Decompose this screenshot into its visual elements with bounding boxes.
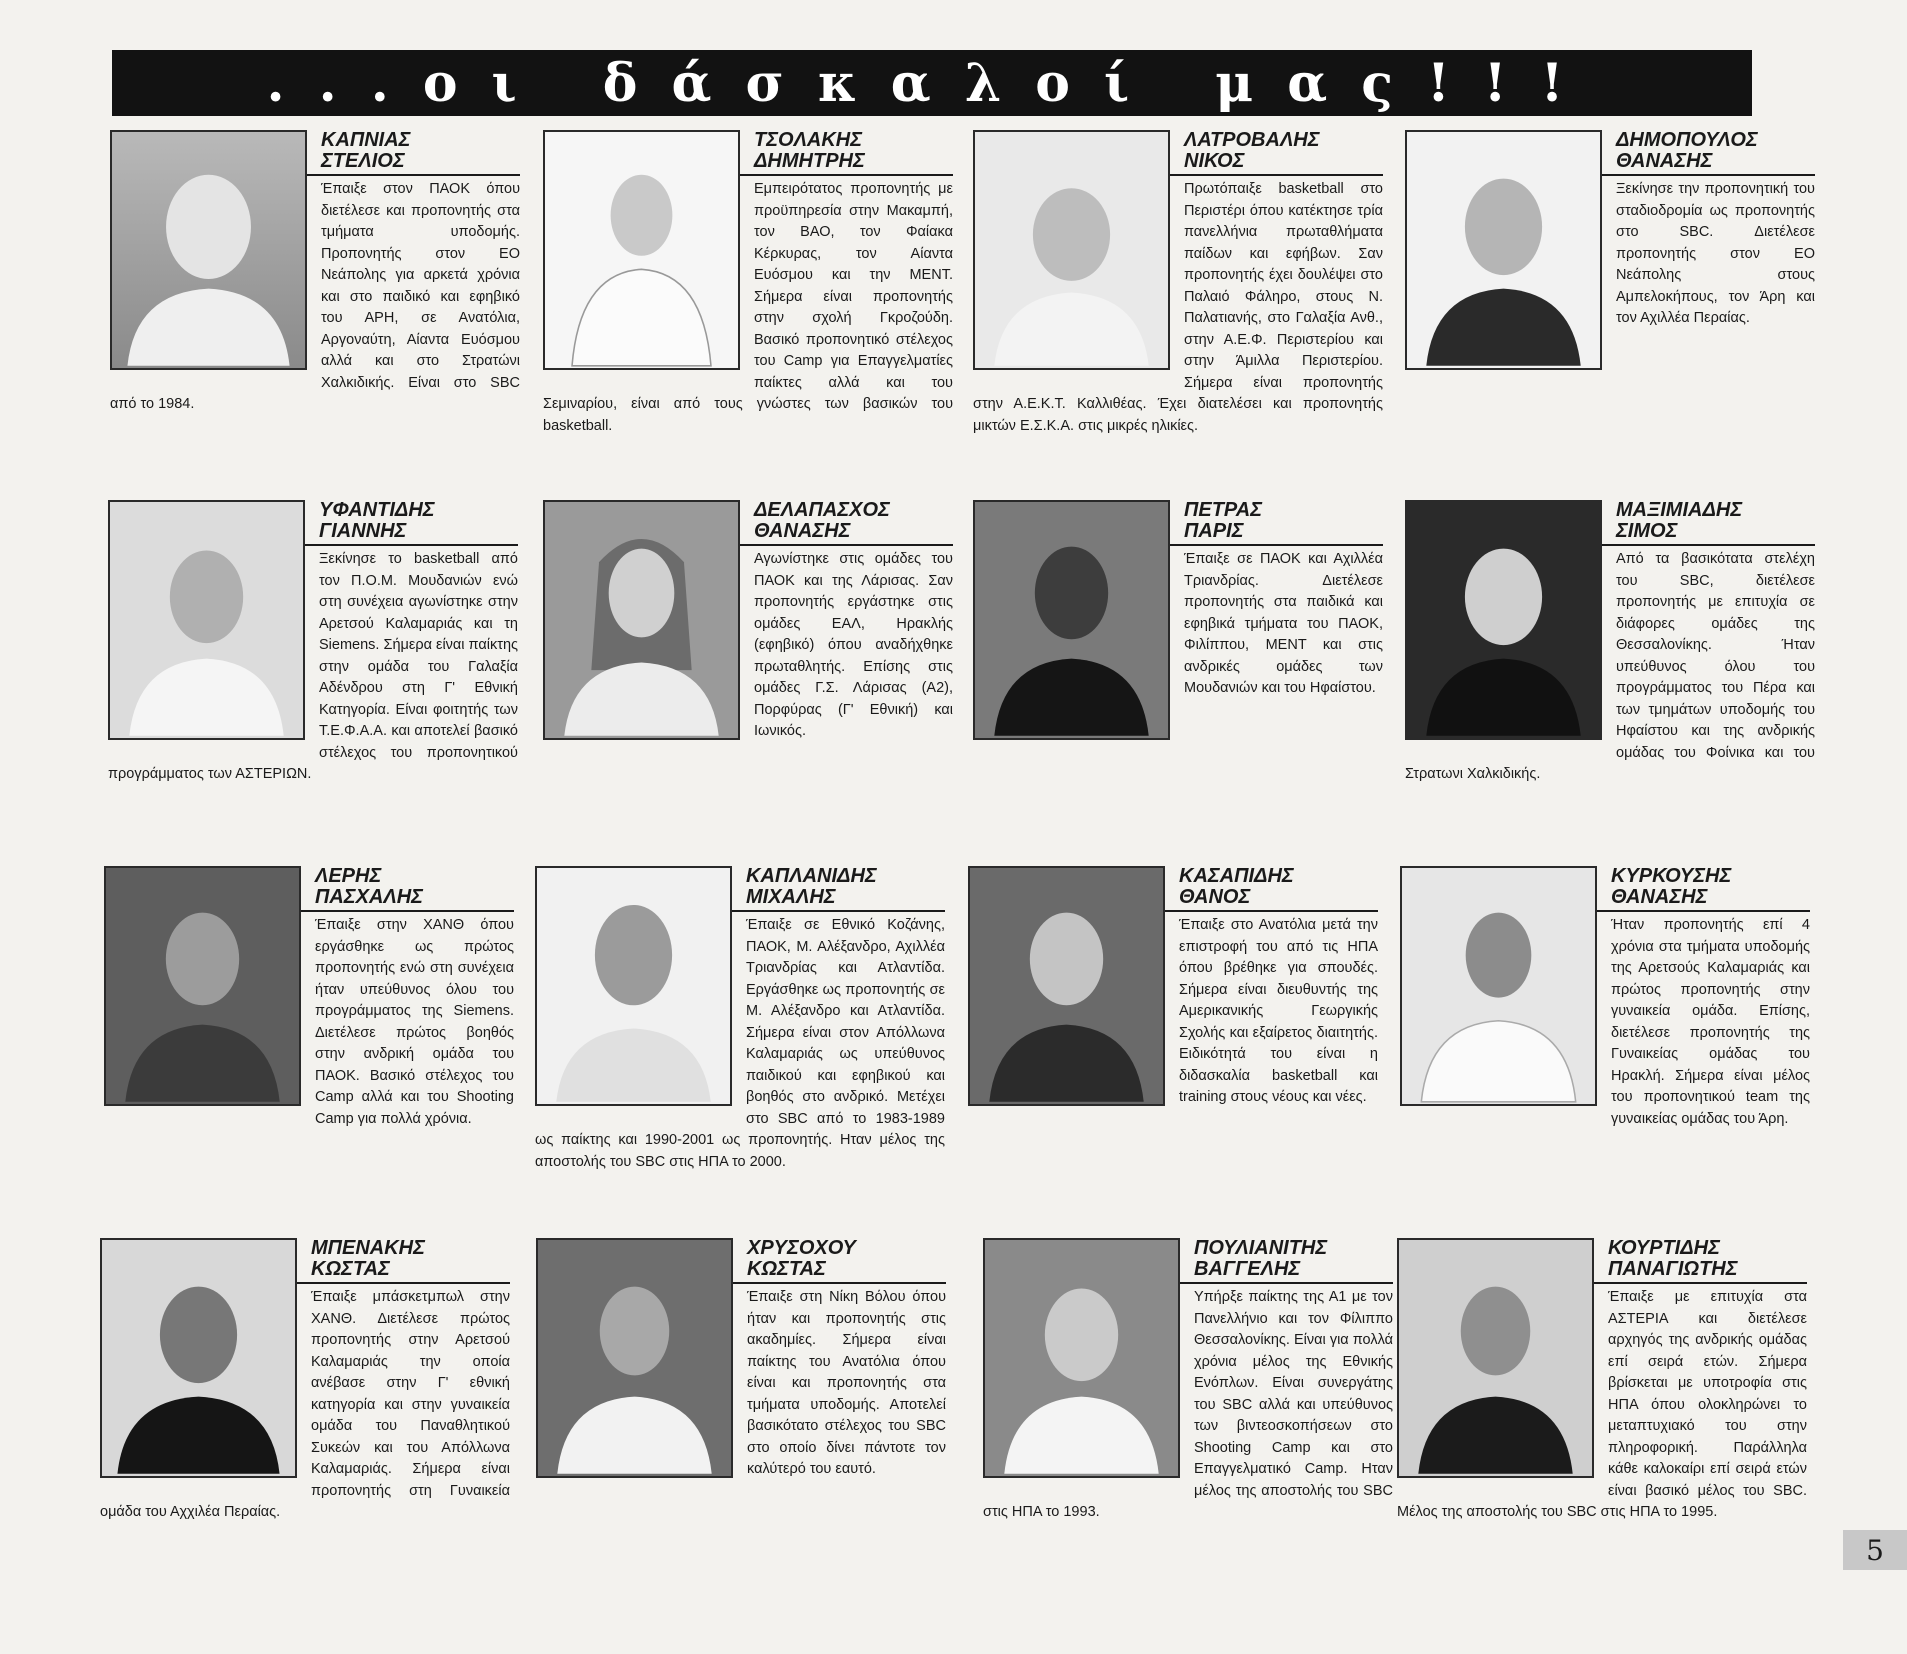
coach-card xyxy=(983,1238,1393,1524)
coach-card xyxy=(968,866,1378,1110)
coach-bio: Από τα βασικότατα στελέχη του SBC, διετέλεσε προπονητής με επιτυχία σε διάφορες ομάδες της Θεσσαλονίκης. Ήταν υπεύθυνος όλου του προγράμματος του Πέρα και των τμημάτων υποδομής του Ηφαίστου και της ανδρικής ομάδας του Φοίνικα και του Στρατωνι Χαλκιδικής. xyxy=(1405,551,1815,782)
coach-bio: Ήταν προπονητής επί 4 χρόνια στα τμήματα υποδομής της Αρετσούς Καλαμαριάς και πρώτος προπονητής στην γυναικεία ομάδα. Επίσης, διετέλεσε προπονητής της Γυναικείας ομάδας του Ηρακλή. Σήμερα είναι μέλος του προπονητικού team της γυναικείας ομάδας του Άρη. xyxy=(1611,917,1810,1127)
coach-card xyxy=(108,500,518,786)
coach-card xyxy=(1400,866,1810,1130)
coach-card xyxy=(535,866,945,1173)
coach-name: ΚΟΥΡΤΙΔΗΣ ΠΑΝΑΓΙΩΤΗΣ xyxy=(1397,1238,1807,1284)
coach-photo xyxy=(535,866,732,1106)
coach-bio: Ξεκίνησε την προπονητική του σταδιοδρομία ως προπονητής στο SBC. Διετέλεσε προπονητής στον ΕΟ Νεάπολης στους Αμπελοκήπους, τον Άρη και τον Αχιλλέα Περαίας. xyxy=(1616,181,1815,326)
coach-bio: Πρωτόπαιξε basketball στο Περιστέρι όπου κατέκτησε τρία πανελλήνια πρωταθλήματα παίδων και εφήβων. Σαν προπονητής έχει δουλέψει στο Παλαιό Φάληρο, στους Ν. Παλατιανής, στο Γαλαξία Ανθ., στην Α.Ε.Φ. Περιστερίου και στην Άμιλλα Περιστερίου. Σήμερα είναι προπονητής στην Α.Ε.Κ.Τ. Καλλιθέας. Έχει διατελέσει και προπονητής μικτών Ε.Σ.Κ.Α. στις μικρές ηλικίες. xyxy=(973,181,1383,434)
page-number: 5 xyxy=(1843,1530,1907,1570)
coach-bio: Έπαιξε σε ΠΑΟΚ και Αχιλλέα Τριανδρίας. Διετέλεσε προπονητής στα παιδικά και εφηβικά τμήματα του ΠΑΟΚ, Φιλίππου, ΜΕΝΤ και στις ανδρικές ομάδες των Μουδανιών και του Ηφαίστου. xyxy=(1184,551,1383,696)
coach-card xyxy=(1397,1238,1807,1524)
coach-photo xyxy=(104,866,301,1106)
coach-bio: Έπαιξε μπάσκετμπωλ στην ΧΑΝΘ. Διετέλεσε πρώτος προπονητής στην Αρετσού Καλαμαριάς την οποία ανέβασε στην Γ' εθνική κατηγορία και στην γυναικεία ομάδα του Παναθλητικού Συκεών και του Απόλλωνα Καλαμαριάς. Σήμερα είναι προπονητής στη Γυναικεία ομάδα του Αχχιλέα Περαίας. xyxy=(100,1289,510,1520)
coach-card xyxy=(973,500,1383,744)
coach-bio: Έπαιξε στην ΧΑΝΘ όπου εργάσθηκε ως πρώτος προπονητής ενώ στη συνέχεια ήταν υπεύθυνος όλου του προγράμματος της Siemens. Διετέλεσε πρώτος βοηθός στην ανδρική ομάδα του ΠΑΟΚ. Βασικό στέλεχος του Camp αλλά και του Shooting Camp για πολλά χρόνια. xyxy=(315,917,514,1127)
coach-card xyxy=(1405,130,1815,374)
coach-name: ΜΑΞΙΜΙΑΔΗΣ ΣΙΜΟΣ xyxy=(1405,500,1815,546)
coach-photo xyxy=(543,500,740,740)
coach-photo xyxy=(1400,866,1597,1106)
coach-card xyxy=(543,130,953,437)
coach-name: ΠΟΥΛΙΑΝΙΤΗΣ ΒΑΓΓΕΛΗΣ xyxy=(983,1238,1393,1284)
coach-bio: Έπαιξε με επιτυχία στα ΑΣΤΕΡΙΑ και διετέλεσε αρχηγός της ανδρικής ομάδας επί σειρά ετών. Σήμερα βρίσκεται με υποτροφία στις ΗΠΑ όπου ολοκληρώνει το μεταπτυχιακό του στην πληροφορική. Παράλληλα κάθε καλοκαίρι επί σειρά ετών είναι βασικό μέλος του SBC. Μέλος της αποστολής του SBC στις ΗΠΑ το 1995. xyxy=(1397,1289,1807,1520)
coach-photo xyxy=(1405,130,1602,370)
coach-photo xyxy=(973,130,1170,370)
coach-bio: Έπαιξε στη Νίκη Βόλου όπου ήταν και προπονητής στις ακαδημίες. Σήμερα είναι παίκτης του Ανατόλια όπου είναι και προπονητής στα τμήματα υποδομής. Αποτελεί βασικότατο στέλεχος του SBC στο οποίο δίνει πάντοτε τον καλύτερό του εαυτό. xyxy=(747,1289,946,1477)
coach-bio: Έπαιξε σε Εθνικό Κοζάνης, ΠΑΟΚ, Μ. Αλέξανδρο, Αχιλλέα Τριανδρίας και Ατλαντίδα. Εργάσθηκε ως προπονητής σε Μ. Αλέξανδρο και Ατλαντίδα. Σήμερα είναι στον Απόλλωνα Καλαμαριάς ως υπεύθυνος παιδικού και εφηβικού και βοηθός στο ανδρικό. Μετέχει στο SBC από το 1983-1989 ως παίκτης και 1990-2001 ως προπονητής. Ηταν μέλος της αποστολής του SBC στις ΗΠΑ το 2000. xyxy=(535,917,945,1170)
coach-card xyxy=(1405,500,1815,786)
coach-card xyxy=(973,130,1383,437)
coach-photo xyxy=(536,1238,733,1478)
coach-bio: Εμπειρότατος προπονητής με προϋπηρεσία στην Μακαμπή, τον ΒΑΟ, τον Φαίακα Κέρκυρας, τον Αίαντα Ευόσμου και την ΜΕΝΤ. Σήμερα είναι προπονητής στην σχολή Γκροζούδη. Βασικό προπονητικό στέλεχος του Camp για Επαγγελματίες παίκτες αλλά και του Σεμιναρίου, είναι από τους γνώστες των βασικών του basketball. xyxy=(543,181,953,434)
coach-name: ΚΑΠΛΑΝΙΔΗΣ ΜΙΧΑΛΗΣ xyxy=(535,866,945,912)
coach-photo xyxy=(108,500,305,740)
coach-card xyxy=(543,500,953,744)
coach-photo xyxy=(1405,500,1602,740)
coach-name: ΛΑΤΡΟΒΑΛΗΣ ΝΙΚΟΣ xyxy=(973,130,1383,176)
coach-bio: Αγωνίστηκε στις ομάδες του ΠΑΟΚ και της Λάρισας. Σαν προπονητής εργάστηκε στις ομάδες ΕΑΛ, Ηρακλής (εφηβικό) όπου αναδήχθηκε πρωταθλητής. Επίσης στις ομάδες Γ.Σ. Λάρισας (Α2), Πορφύρας (Γ' Εθνική) και Ιωνικός. xyxy=(754,551,953,739)
coach-name: ΚΑΣΑΠΙΔΗΣ ΘΑΝΟΣ xyxy=(968,866,1378,912)
coach-photo xyxy=(110,130,307,370)
page-banner-title: ...οι δάσκαλοί μας!!! xyxy=(112,50,1752,116)
coach-name: ΜΠΕΝΑΚΗΣ ΚΩΣΤΑΣ xyxy=(100,1238,510,1284)
coach-card xyxy=(110,130,520,416)
coach-card xyxy=(100,1238,510,1524)
coach-photo xyxy=(968,866,1165,1106)
coach-card xyxy=(104,866,514,1130)
coach-bio: Έπαιξε στον ΠΑΟΚ όπου διετέλεσε και προπονητής στα τμήματα υποδομής. Προπονητής στον ΕΟ Νεάπολης για αρκετά χρόνια και στο παιδικό και εφηβικό του ΑΡΗ, σε Ανατόλια, Αργοναύτη, Αίαντα Ευόσμου αλλά και στο Στρατώνι Χαλκιδικής. Είναι στο SBC από το 1984. xyxy=(110,181,520,412)
coach-name: ΤΣΟΛΑΚΗΣ ΔΗΜΗΤΡΗΣ xyxy=(543,130,953,176)
coach-photo xyxy=(543,130,740,370)
coach-name: ΧΡΥΣΟΧΟΥ ΚΩΣΤΑΣ xyxy=(536,1238,946,1284)
coach-card xyxy=(536,1238,946,1482)
coach-photo xyxy=(983,1238,1180,1478)
coach-photo xyxy=(100,1238,297,1478)
coach-name: ΔΗΜΟΠΟΥΛΟΣ ΘΑΝΑΣΗΣ xyxy=(1405,130,1815,176)
coach-name: ΚΑΠΝΙΑΣ ΣΤΕΛΙΟΣ xyxy=(110,130,520,176)
coach-name: ΥΦΑΝΤΙΔΗΣ ΓΙΑΝΝΗΣ xyxy=(108,500,518,546)
coach-bio: Υπήρξε παίκτης της Α1 με τον Πανελλήνιο και τον Φίλιππο Θεσσαλονίκης. Είναι για πολλά χρόνια μέλος της Εθνικής Ενόπλων. Είναι συνεργάτης του SBC αλλά και υπεύθυνος των βιντεοσκοπήσεων στο Shooting Camp και στο Επαγγελματικό Camp. Ηταν μέλος της αποστολής του SBC στις ΗΠΑ το 1993. xyxy=(983,1289,1393,1520)
coach-name: ΔΕΛΑΠΑΣΧΟΣ ΘΑΝΑΣΗΣ xyxy=(543,500,953,546)
coach-name: ΛΕΡΗΣ ΠΑΣΧΑΛΗΣ xyxy=(104,866,514,912)
coach-bio: Ξεκίνησε το basketball από τον Π.Ο.Μ. Μουδανιών ενώ στη συνέχεια αγωνίστηκε στην Αρετσού Καλαμαριάς και τη Siemens. Σήμερα είναι παίκτης στην ομάδα του Γαλαξία Αδένδρου στη Γ' Εθνική Κατηγορία. Είναι φοιτητής των Τ.Ε.Φ.Α.Α. και αποτελεί βασικό στέλεχος του προπονητικού προγράμματος των ΑΣΤΕΡΙΩΝ. xyxy=(108,551,518,782)
coach-name: ΚΥΡΚΟΥΣΗΣ ΘΑΝΑΣΗΣ xyxy=(1400,866,1810,912)
coach-name: ΠΕΤΡΑΣ ΠΑΡΙΣ xyxy=(973,500,1383,546)
coach-bio: Έπαιξε στο Ανατόλια μετά την επιστροφή του από τις ΗΠΑ όπου βρέθηκε για σπουδές. Σήμερα είναι διευθυντής της Αμερικανικής Γεωργικής Σχολής και εξαίρετος διαιτητής. Ειδικότητά του είναι η διδασκαλία basketball και training στους νέους και νέες. xyxy=(1179,917,1378,1105)
coach-photo xyxy=(1397,1238,1594,1478)
coach-photo xyxy=(973,500,1170,740)
